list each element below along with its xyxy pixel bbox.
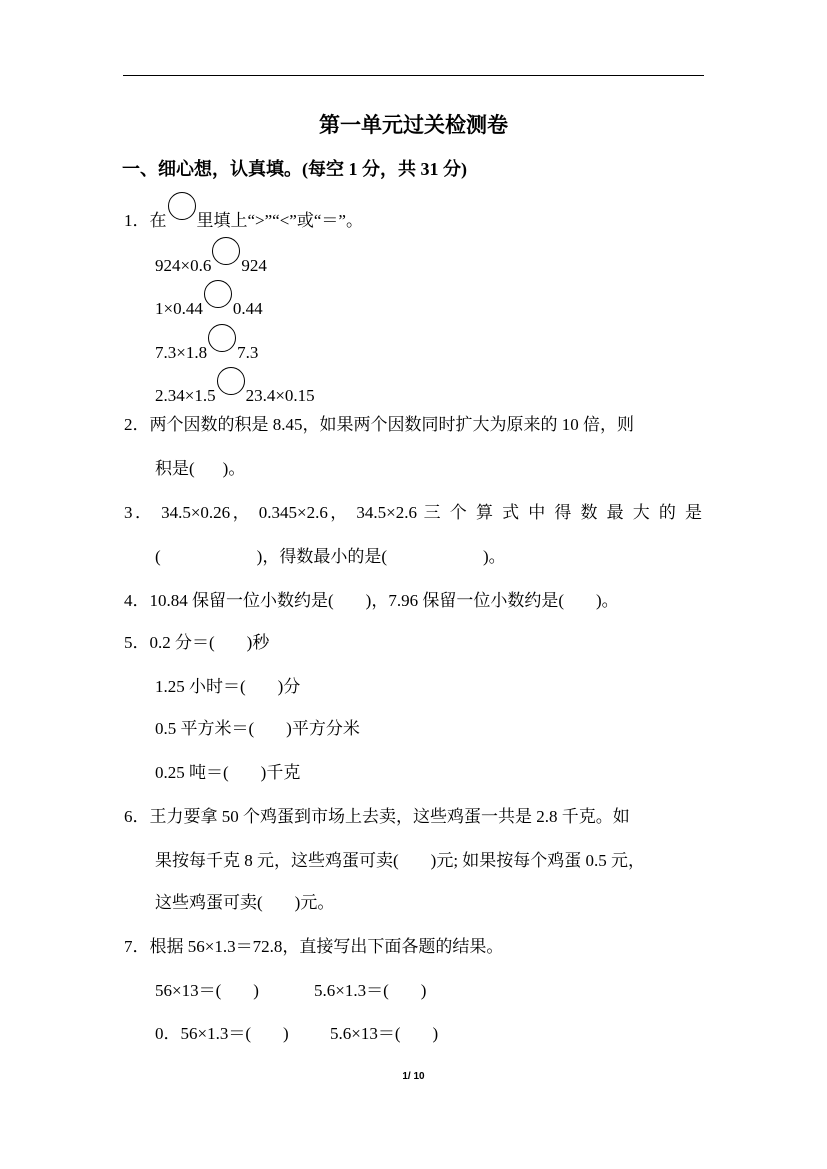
page-number: 1/ 10 <box>402 1071 425 1082</box>
q7-text: 5.6×13＝( <box>330 1024 401 1043</box>
q4-text: 4．10.84 保留一位小数约是( <box>124 591 334 610</box>
q7-row <box>155 980 259 1002</box>
compare-circle[interactable] <box>208 324 236 352</box>
q7-row <box>155 1023 289 1045</box>
q6-text: 这些鸡蛋可卖( <box>155 893 263 912</box>
q7-text: ) <box>420 981 427 1000</box>
q5-item <box>155 676 300 698</box>
q5-item <box>155 718 360 740</box>
q5-item <box>155 762 300 784</box>
q6-text: 果按每千克 8 元，这些鸡蛋可卖( <box>155 851 399 870</box>
q1-intro-before: 1．在 <box>124 211 167 230</box>
q5-text: 1.25 小时＝( <box>155 677 246 696</box>
q5-text: 0.5 平方米＝( <box>155 719 255 738</box>
q2-line1: 2．两个因数的积是 8.45，如果两个因数同时扩大为原来的 10 倍，则 <box>124 415 634 434</box>
q6-line3 <box>155 892 334 914</box>
q7-text: ) <box>253 981 259 1000</box>
q1-item-left: 924×0.6 <box>155 256 212 275</box>
q7-row <box>314 980 426 1002</box>
q1-item <box>155 247 267 277</box>
answer-circle <box>168 192 196 220</box>
q1-intro-after: 里填上“>”“<”或“＝”。 <box>196 211 363 230</box>
q5-text: 5．0.2 分＝( <box>124 633 215 652</box>
q7-text: ) <box>283 1024 289 1043</box>
q6-text: )元。 <box>294 893 335 912</box>
q6-line2 <box>155 850 645 872</box>
q4-text: )，7.96 保留一位小数约是( <box>365 591 564 610</box>
q7-intro: 7．根据 56×1.3＝72.8，直接写出下面各题的结果。 <box>124 937 504 956</box>
compare-circle[interactable] <box>217 367 245 395</box>
q5-item <box>124 632 269 654</box>
q5-text: )秒 <box>246 633 270 652</box>
q5-text: )千克 <box>260 763 301 782</box>
q1-item-right: 7.3 <box>237 343 259 362</box>
header-rule <box>123 75 704 76</box>
q1-item <box>155 377 315 407</box>
q1-item-left: 7.3×1.8 <box>155 343 208 362</box>
q5-text: )分 <box>277 677 301 696</box>
section-heading: 一、细心想，认真填。(每空 1 分，共 31 分) <box>122 159 467 179</box>
q7-text: 56×13＝( <box>155 981 222 1000</box>
q1-item <box>155 290 263 320</box>
q1-item-left: 1×0.44 <box>155 299 203 318</box>
q1-item-right: 23.4×0.15 <box>245 386 315 405</box>
q1-item-right: 924 <box>241 256 267 275</box>
compare-circle[interactable] <box>212 237 240 265</box>
q5-text: 0.25 吨＝( <box>155 763 229 782</box>
q2-text: )。 <box>222 459 246 478</box>
q3-text: )，得数最小的是( <box>256 547 387 566</box>
q4-text: )。 <box>596 591 619 610</box>
q1-item <box>155 334 258 364</box>
q2-text: 积是( <box>155 459 195 478</box>
q4-line <box>124 590 619 612</box>
q1-intro <box>124 202 363 232</box>
q1-item-right: 0.44 <box>232 299 263 318</box>
q2-line2 <box>155 458 245 480</box>
q7-text: 0．56×1.3＝( <box>155 1024 251 1043</box>
q7-row <box>330 1023 438 1045</box>
q3-text: )。 <box>483 547 506 566</box>
page-title: 第一单元过关检测卷 <box>319 113 508 137</box>
q7-text: ) <box>432 1024 439 1043</box>
q5-text: )平方分米 <box>286 719 360 738</box>
q7-text: 5.6×1.3＝( <box>314 981 389 1000</box>
q3-line2 <box>155 546 506 568</box>
q6-text: )元; 如果按每个鸡蛋 0.5 元， <box>430 851 646 870</box>
q6-line1: 6．王力要拿 50 个鸡蛋到市场上去卖，这些鸡蛋一共是 2.8 千克。如 <box>124 807 630 826</box>
q1-item-left: 2.34×1.5 <box>155 386 216 405</box>
q3-line1: 3． 34.5×0.26， 0.345×2.6， 34.5×2.6 三 个 算 式 中 得 数 最 大 的 是 <box>124 503 702 522</box>
q3-text: ( <box>155 547 161 566</box>
compare-circle[interactable] <box>204 280 232 308</box>
